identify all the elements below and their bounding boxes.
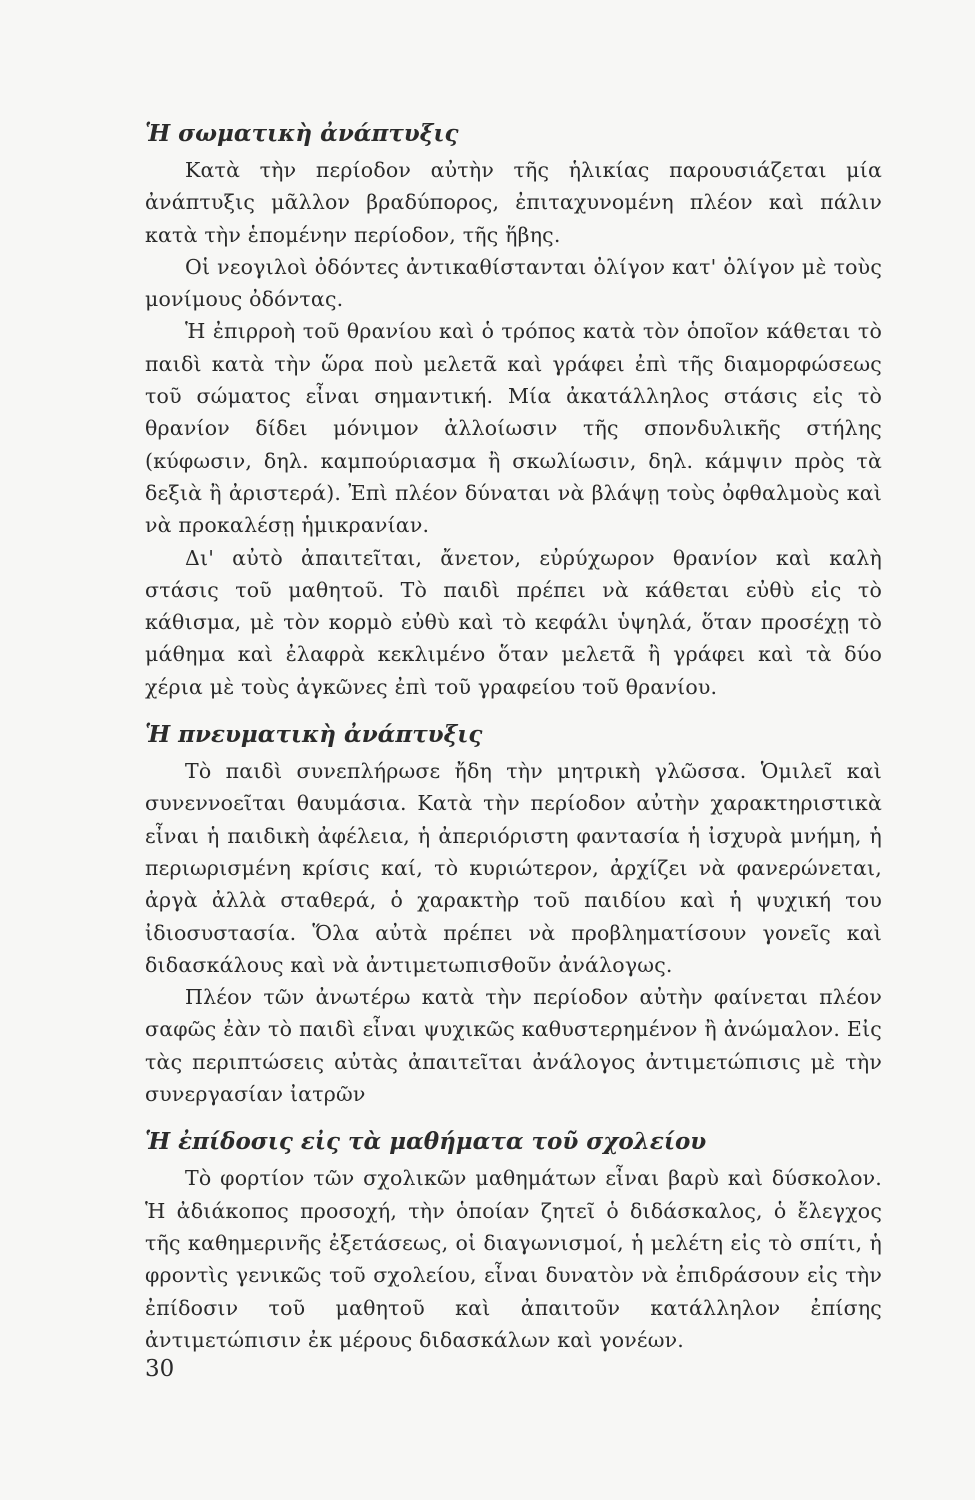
- section-heading-school-performance: Ἡ ἐπίδοσις εἰς τὰ μαθήματα τοῦ σχολείου: [145, 1128, 707, 1156]
- page-number: 30: [145, 1356, 175, 1382]
- paragraph: Τὸ φορτίον τῶν σχολικῶν μαθημάτων εἶναι βαρὺ καὶ δύσκολον. Ἡ ἀδιάκοπος προσοχή, τὴν ὁποίαν ζητεῖ ὁ διδάσκαλος, ὁ ἔλεγχος τῆς καθημερινῆς ἐξετάσεως, οἱ διαγωνισμοί, ἡ μελέτη εἰς τὸ σπίτι, ἡ φροντὶς γενικῶς τοῦ σχολείου, εἶναι δυνατὸν νὰ ἐπιδράσουν εἰς τὴν ἐπίδοσιν τοῦ μαθητοῦ καὶ ἀπαιτοῦν κατάλληλον ἐπίσης ἀντιμετώπισιν ἐκ μέρους διδασκάλων καὶ γονέων.: [145, 1166, 882, 1352]
- paragraph: Ἡ ἐπιρροὴ τοῦ θρανίου καὶ ὁ τρόπος κατὰ τὸν ὁποῖον κάθεται τὸ παιδὶ κατὰ τὴν ὥρα ποὺ μελετᾶ καὶ γράφει ἐπὶ τῆς διαμορφώσεως τοῦ σώματος εἶναι σημαντική. Μία ἀκατάλληλος στάσις εἰς τὸ θρανίον δίδει μόνιμον ἀλλοίωσιν τῆς σπονδυλικῆς στήλης (κύφωσιν, δηλ. καμπούριασμα ἢ σκωλίωσιν, δηλ. κάμψιν πρὸς τὰ δεξιὰ ἢ ἀριστερά). Ἐπὶ πλέον δύναται νὰ βλάψῃ τοὺς ὀφθαλμοὺς καὶ νὰ προκαλέσῃ ἡμικρανίαν.: [145, 319, 882, 538]
- paragraph: Οἱ νεογιλοὶ ὀδόντες ἀντικαθίστανται ὀλίγον κατ' ὀλίγον μὲ τοὺς μονίμους ὀδόντας.: [145, 254, 882, 312]
- section-heading-mental: Ἡ πνευματικὴ ἀνάπτυξις: [145, 721, 483, 749]
- paragraph: Κατὰ τὴν περίοδον αὐτὴν τῆς ἡλικίας παρουσιάζεται μία ἀνάπτυξις μᾶλλον βραδύπορος, ἐπιταχυνομένη πλέον καὶ πάλιν κατὰ τὴν ἑπομένην περίοδον, τῆς ἥβης.: [145, 158, 882, 247]
- paragraph: Δι' αὐτὸ ἀπαιτεῖται, ἄνετον, εὐρύχωρον θρανίον καὶ καλὴ στάσις τοῦ μαθητοῦ. Τὸ παιδὶ πρέπει νὰ κάθεται εὐθὺ εἰς τὸ κάθισμα, μὲ τὸν κορμὸ εὐθὺ καὶ τὸ κεφάλι ὑψηλά, ὅταν προσέχῃ τὸ μάθημα καὶ ἐλαφρὰ κεκλιμένο ὅταν μελετᾶ ἢ γράφει καὶ τὰ δύο χέρια μὲ τοὺς ἀγκῶνες ἐπὶ τοῦ γραφείου τοῦ θρανίου.: [145, 545, 882, 699]
- paragraph: Πλέον τῶν ἀνωτέρω κατὰ τὴν περίοδον αὐτὴν φαίνεται πλέον σαφῶς ἐὰν τὸ παιδὶ εἶναι ψυχικῶς καθυστερημένον ἢ ἀνώμαλον. Εἰς τὰς περιπτώσεις αὐτὰς ἀπαιτεῖται ἀνάλογος ἀντιμετώπισις μὲ τὴν συνεργασίαν ἰατρῶν: [145, 985, 882, 1107]
- paragraph: Τὸ παιδὶ συνεπλήρωσε ἤδη τὴν μητρικὴ γλῶσσα. Ὁμιλεῖ καὶ συνεννοεῖται θαυμάσια. Κατὰ τὴν περίοδον αὐτὴν χαρακτηριστικὰ εἶναι ἡ παιδικὴ ἀφέλεια, ἡ ἀπεριόριστη φαντασία ἡ ἰσχυρὰ μνήμη, ἡ περιωρισμένη κρίσις καί, τὸ κυριώτερον, ἀρχίζει νὰ φανερώνεται, ἀργὰ ἀλλὰ σταθερά, ὁ χαρακτὴρ τοῦ παιδίου καὶ ἡ ψυχική του ἰδιοσυστασία. Ὅλα αὐτὰ πρέπει νὰ προβληματίσουν γονεῖς καὶ διδασκάλους καὶ νὰ ἀντιμετωπισθοῦν ἀνάλογως.: [145, 759, 882, 977]
- page-text: [145, 118, 882, 1356]
- section-heading-physical: Ἡ σωματικὴ ἀνάπτυξις: [145, 120, 459, 147]
